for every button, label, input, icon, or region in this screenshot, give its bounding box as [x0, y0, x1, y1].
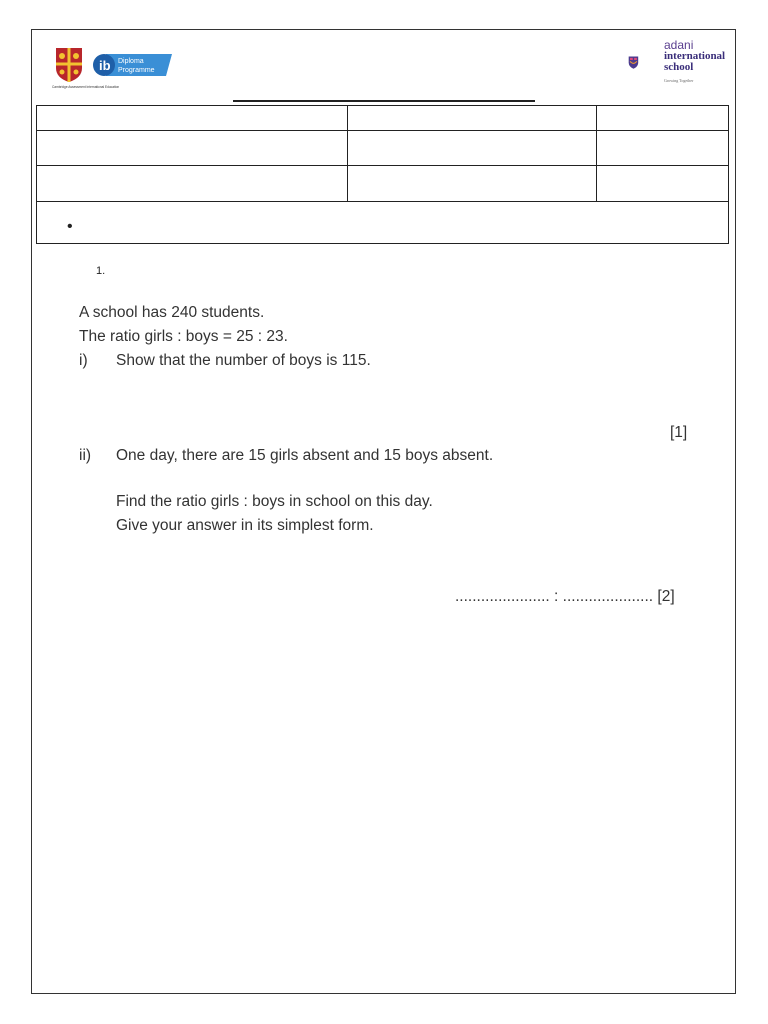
- svg-text:Diploma: Diploma: [118, 58, 144, 65]
- table-cell: [348, 166, 597, 202]
- svg-text:ib: ib: [99, 58, 111, 73]
- question-intro-line-2: The ratio girls : boys = 25 : 23.: [79, 328, 288, 345]
- student-info-table: [36, 105, 729, 244]
- part-ii-find: Find the ratio girls : boys in school on this day.: [116, 493, 433, 510]
- table-cell: [348, 106, 597, 131]
- question-number: 1.: [96, 265, 106, 277]
- table-cell: [37, 166, 348, 202]
- part-i-text: Show that the number of boys is 115.: [116, 352, 371, 369]
- answer-line[interactable]: ...................... : ..................... [2]: [455, 588, 675, 605]
- table-cell: [37, 106, 348, 131]
- question-intro-line-1: A school has 240 students.: [79, 304, 265, 321]
- table-cell: [348, 130, 597, 166]
- part-i-label: i): [79, 352, 88, 369]
- instructions-cell: [37, 202, 729, 244]
- adani-school-name: adani international school Growing Together: [664, 38, 726, 83]
- part-ii-give: Give your answer in its simplest form.: [116, 517, 374, 534]
- cambridge-text: Cambridge Assessment International Education: [52, 85, 120, 89]
- table-cell: [597, 166, 729, 202]
- table-cell: [37, 130, 348, 166]
- part-i-marks: [1]: [670, 424, 688, 441]
- svg-text:Programme: Programme: [118, 67, 155, 74]
- title-underline: [233, 100, 535, 102]
- part-ii-label: ii): [79, 447, 92, 464]
- ib-diploma-logo: [92, 50, 172, 80]
- table-cell: [597, 130, 729, 166]
- adani-school-logo: [628, 40, 662, 86]
- part-ii-text: One day, there are 15 girls absent and 15 boys absent.: [116, 447, 494, 464]
- table-cell: [597, 106, 729, 131]
- bullet-point: •: [67, 218, 73, 236]
